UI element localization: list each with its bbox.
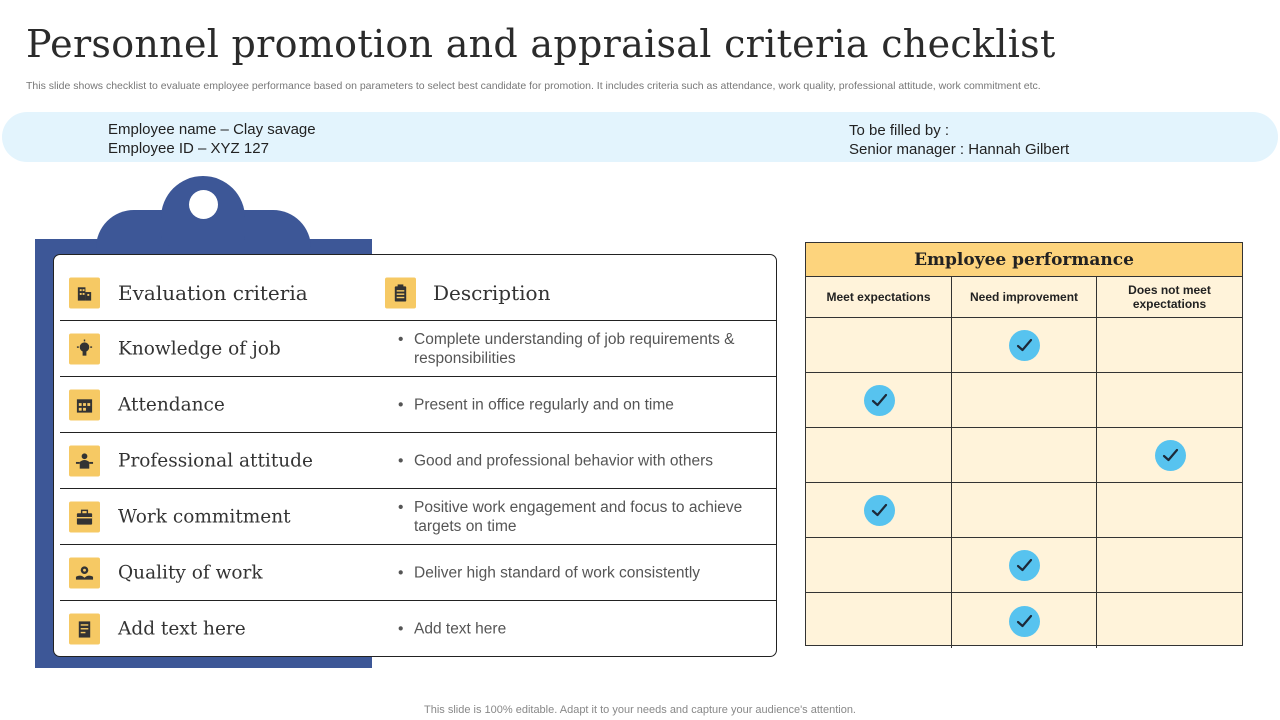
footer-note: This slide is 100% editable. Adapt it to your needs and capture your audience's attention. — [424, 704, 856, 716]
performance-cell — [952, 318, 1097, 373]
employee-name: Employee name – Clay savage — [108, 121, 316, 138]
briefcase-icon — [69, 501, 100, 532]
criteria-card — [53, 254, 777, 657]
performance-cell — [806, 483, 952, 538]
document-icon — [69, 614, 100, 645]
criteria-name: Add text here — [118, 618, 246, 640]
performance-cell — [952, 593, 1097, 648]
checkmark-icon — [1155, 440, 1186, 471]
criteria-description: • Positive work engagement and focus to achieve targets on time — [396, 498, 766, 536]
performance-cell — [952, 428, 1097, 483]
performance-grid — [805, 242, 1243, 646]
performance-cell — [1097, 373, 1242, 428]
description-column-header: Description — [433, 280, 551, 305]
performance-cell — [806, 318, 952, 373]
page-title: Personnel promotion and appraisal criteria checklist — [26, 22, 1056, 66]
performance-cell — [806, 538, 952, 593]
hand-gear-icon — [69, 557, 100, 588]
checkmark-icon — [1009, 550, 1040, 581]
criteria-description: • Add text here — [396, 620, 766, 639]
checkmark-icon — [864, 495, 895, 526]
reviewer-details — [849, 121, 1069, 159]
criteria-name: Knowledge of job — [118, 338, 281, 359]
lightbulb-icon — [69, 333, 100, 364]
page-subtitle: This slide shows checklist to evaluate employee performance based on parameters to select best candidate for promotion. It includes criteria such as attendance, work quality, professional attitude, work commitment etc. — [26, 80, 1041, 92]
performance-cell — [952, 538, 1097, 593]
checkmark-icon — [1009, 606, 1040, 637]
performance-cell — [1097, 593, 1242, 648]
criteria-row — [60, 545, 777, 601]
criteria-header-row — [60, 265, 777, 321]
checkmark-icon — [864, 385, 895, 416]
criteria-description: • Present in office regularly and on time — [396, 395, 766, 414]
performance-cell — [1097, 538, 1242, 593]
performance-cell — [806, 593, 952, 648]
performance-cell — [1097, 428, 1242, 483]
performance-cell — [806, 428, 952, 483]
calendar-icon — [69, 389, 100, 420]
criteria-description: • Complete understanding of job requirements & responsibilities — [396, 330, 766, 368]
checkmark-icon — [1009, 330, 1040, 361]
criteria-row — [60, 377, 777, 433]
criteria-name: Attendance — [118, 394, 225, 415]
criteria-column-header: Evaluation criteria — [118, 280, 308, 305]
criteria-row — [60, 601, 777, 657]
criteria-name: Professional attitude — [118, 450, 313, 471]
employee-details — [108, 120, 316, 158]
clipboard-hole — [189, 190, 218, 219]
criteria-row — [60, 321, 777, 377]
column-meet-expectations: Meet expectations — [806, 277, 952, 318]
performance-cell — [1097, 483, 1242, 538]
building-icon — [69, 277, 100, 308]
criteria-name: Work commitment — [118, 506, 291, 527]
criteria-row — [60, 433, 777, 489]
column-need-improvement: Need improvement — [952, 277, 1097, 318]
criteria-description: • Good and professional behavior with others — [396, 451, 766, 470]
criteria-row — [60, 489, 777, 545]
senior-manager: Senior manager : Hannah Gilbert — [849, 141, 1070, 158]
performance-title: Employee performance — [806, 243, 1242, 277]
performance-cell — [952, 483, 1097, 538]
presenter-icon — [69, 445, 100, 476]
criteria-name: Quality of work — [118, 562, 263, 583]
clipboard-list-icon — [385, 277, 416, 308]
column-does-not-meet: Does not meet expectations — [1097, 277, 1242, 318]
employee-id: Employee ID – XYZ 127 — [108, 140, 269, 157]
criteria-description: • Deliver high standard of work consistently — [396, 563, 766, 582]
performance-cell — [806, 373, 952, 428]
performance-cell — [952, 373, 1097, 428]
filled-by-label: To be filled by : — [849, 122, 950, 139]
performance-cell — [1097, 318, 1242, 373]
employee-info-band — [2, 112, 1278, 162]
